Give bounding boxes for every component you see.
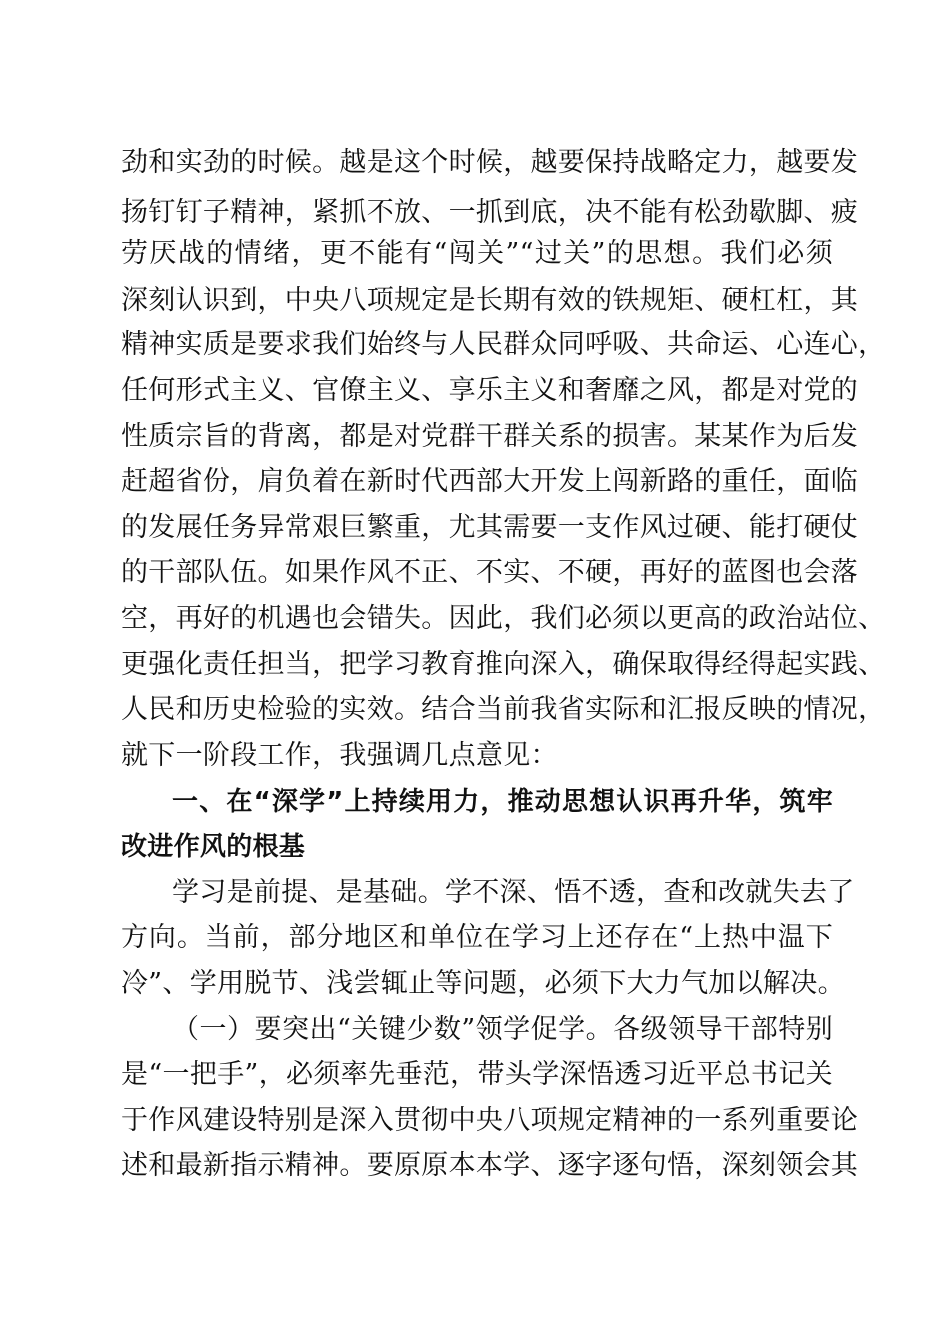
body-text-line: 就下一阶段工作，我强调几点意见： [121, 740, 558, 771]
body-text-line: 扬钉钉子精神，紧抓不放、一抓到底，决不能有松劲歇脚、疲 [121, 197, 859, 228]
section-heading: 改进作风的根基 [121, 832, 306, 862]
body-text-line: 述和最新指示精神。要原原本本学、逐字逐句悟，深刻领会其 [121, 1150, 859, 1181]
section-heading: 一、在“深学”上持续用力，推动思想认识再升华，筑牢 [172, 787, 833, 817]
body-text-line: 方向。当前，部分地区和单位在学习上还存在“上热中温下 [121, 922, 833, 953]
body-text-line: （一）要突出“关键少数”领学促学。各级领导干部特别 [172, 1014, 833, 1045]
body-text-line: 于作风建设特别是深入贯彻中央八项规定精神的一系列重要论 [121, 1105, 859, 1136]
body-text-line: 更强化责任担当，把学习教育推向深入，确保取得经得起实践、 [121, 649, 886, 680]
body-text-line: 任何形式主义、官僚主义、享乐主义和奢靡之风，都是对党的 [121, 375, 859, 406]
body-text-line: 劳厌战的情绪，更不能有“闯关”“过关”的思想。我们必须 [121, 238, 833, 269]
body-text-line: 是“一把手”，必须率先垂范，带头学深悟透习近平总书记关 [121, 1059, 833, 1090]
body-text-line: 劲和实劲的时候。越是这个时候，越要保持战略定力，越要发 [121, 147, 859, 178]
body-text-line: 赶超省份，肩负着在新时代西部大开发上闯新路的重任，面临 [121, 466, 859, 497]
body-text-line: 性质宗旨的背离，都是对党群干群关系的损害。某某作为后发 [121, 421, 859, 452]
body-text-line: 精神实质是要求我们始终与人民群众同呼吸、共命运、心连心， [121, 329, 886, 360]
body-text-line: 空，再好的机遇也会错失。因此，我们必须以更高的政治站位、 [121, 603, 886, 634]
body-text-line: 冷”、学用脱节、浅尝辄止等问题，必须下大力气加以解决。 [121, 968, 845, 999]
body-text-line: 的干部队伍。如果作风不正、不实、不硬，再好的蓝图也会落 [121, 557, 859, 588]
body-text-line: 人民和历史检验的实效。结合当前我省实际和汇报反映的情况， [121, 694, 886, 725]
body-text-line: 的发展任务异常艰巨繁重，尤其需要一支作风过硬、能打硬仗 [121, 512, 859, 543]
body-text-line: 学习是前提、是基础。学不深、悟不透，查和改就失去了 [172, 877, 855, 908]
body-text-line: 深刻认识到，中央八项规定是长期有效的铁规矩、硬杠杠，其 [121, 285, 859, 316]
